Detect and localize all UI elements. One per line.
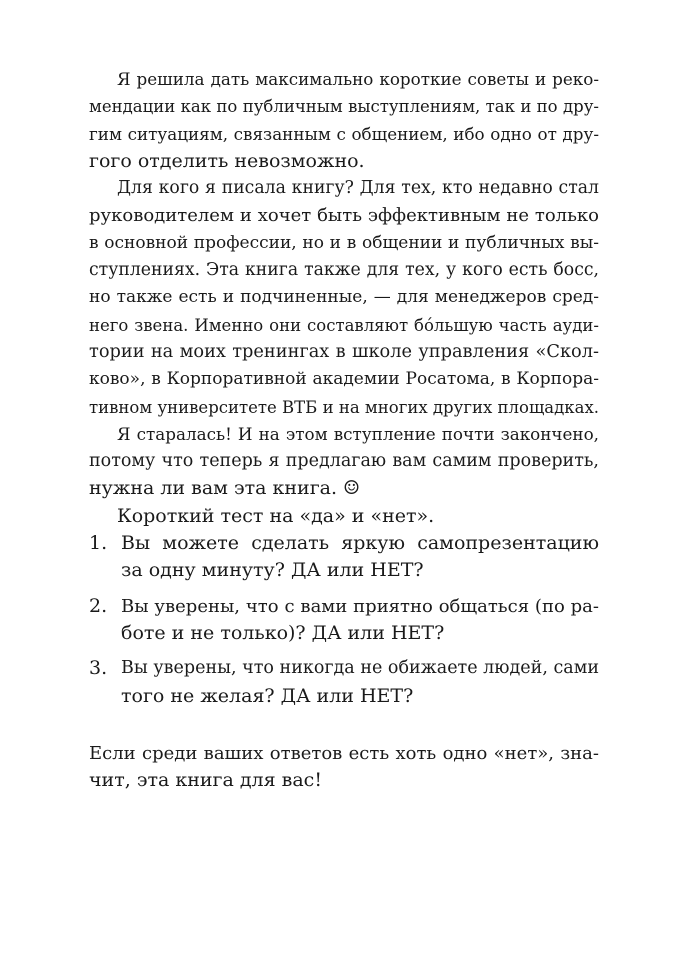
text-line: чит, эта книга для вас!	[89, 769, 322, 792]
text-line: Вы можете сделать яркую самопрезентацию	[121, 532, 599, 555]
paragraph-conclusion	[89, 740, 599, 795]
list-number: 3.	[89, 657, 108, 680]
text-line: потому что теперь я предлагаю вам самим проверить,	[89, 451, 599, 472]
test-intro: Короткий тест на «да» и «нет».	[117, 504, 435, 527]
text-line: гим ситуациям, связанным с общением, ибо одно от дру-	[89, 123, 599, 144]
text-line: Я решила дать максимально короткие советы и реко-	[117, 69, 599, 89]
question-list	[89, 530, 599, 710]
text-line: Я старалась! И на этом вступление почти закончено,	[117, 423, 599, 444]
text-line: Если среди ваших ответов есть хоть одно «нет», зна-	[89, 742, 599, 764]
text-line: в основной профессии, но и в общении и публичных вы-	[89, 232, 599, 253]
text-line: того не желая? ДА или НЕТ?	[121, 684, 414, 707]
text-line: Вы уверены, что с вами приятно общаться (по ра-	[121, 595, 599, 617]
text-line: мендации как по публичным выступлениям, так и по дру-	[89, 97, 599, 117]
list-item	[89, 655, 599, 710]
text-line: боте и не только)? ДА или НЕТ?	[121, 621, 445, 644]
text-line: ково», в Корпоративной академии Росатома, в Корпора-	[89, 369, 599, 390]
text-line: гого отделить невозможно.	[89, 149, 365, 172]
paragraph-check	[89, 421, 599, 503]
text-line: него звена. Именно они составляют бóльшую часть ауди-	[89, 315, 599, 335]
text-line: Вы уверены, что никогда не обижаете людей, сами	[121, 658, 599, 679]
paragraph-intro	[89, 66, 599, 175]
text-line: тивном университете ВТБ и на многих других площадках.	[89, 397, 599, 417]
book-page	[89, 66, 599, 794]
text-line: нужна ли вам эта книга. ☺	[89, 477, 361, 500]
list-number: 1.	[89, 532, 108, 555]
paragraph-audience	[89, 175, 599, 421]
list-number: 2.	[89, 594, 108, 617]
text-line: тории на моих тренингах в школе управления «Скол-	[89, 341, 599, 362]
text-line: Для кого я писала книгу? Для тех, кто недавно стал	[117, 178, 599, 199]
text-line: но также есть и подчиненные, — для менеджеров сред-	[89, 287, 599, 308]
list-item	[89, 593, 599, 648]
text-line: за одну минуту? ДА или НЕТ?	[121, 559, 424, 582]
text-line: ступлениях. Эта книга также для тех, у кого есть босс,	[89, 260, 599, 281]
text-line: руководителем и хочет быть эффективным не только	[89, 205, 599, 227]
list-item	[89, 530, 599, 585]
